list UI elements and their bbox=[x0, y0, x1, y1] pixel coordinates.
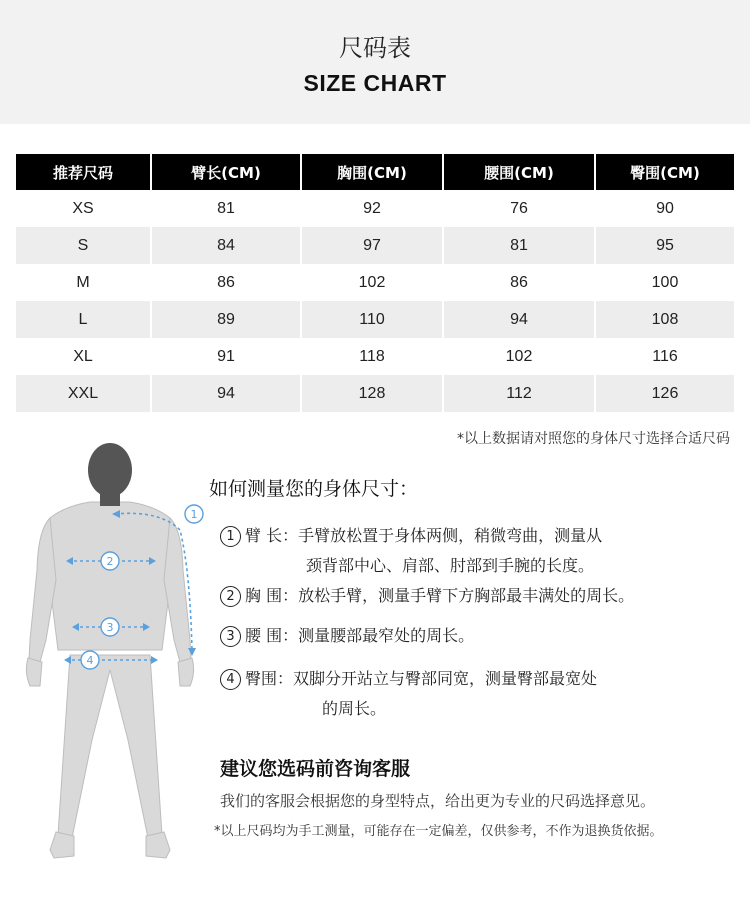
table-cell: 118 bbox=[300, 338, 442, 375]
service-title: 建议您选码前咨询客服 bbox=[220, 758, 411, 780]
step-text: 双脚分开站立与臀部同宽，测量臀部最宽处 bbox=[293, 669, 598, 688]
table-cell: 108 bbox=[594, 301, 734, 338]
step-text: 放松手臂，测量手臂下方胸部最丰满处的周长。 bbox=[298, 586, 635, 605]
step-text-continued: 的周长。 bbox=[322, 699, 387, 718]
table-row bbox=[16, 264, 734, 301]
table-cell: 110 bbox=[300, 301, 442, 338]
column-header: 臂长(CM) bbox=[150, 154, 300, 190]
table-cell: XXL bbox=[16, 375, 150, 412]
table-cell: M bbox=[76, 273, 90, 291]
table-cell: 86 bbox=[150, 264, 300, 301]
step-label: 臂 长： bbox=[245, 526, 299, 545]
step-number: 3 bbox=[220, 626, 241, 647]
table-cell: 94 bbox=[150, 375, 300, 412]
table-cell: 91 bbox=[150, 338, 300, 375]
step-label: 胸 围： bbox=[245, 586, 299, 605]
table-cell: S bbox=[16, 227, 150, 264]
table-row bbox=[16, 301, 734, 338]
step-hip bbox=[220, 665, 597, 692]
step-text-continued: 颈背部中心、肩部、肘部到手腕的长度。 bbox=[306, 556, 595, 575]
disclaimer-note: *以上尺码均为手工测量，可能存在一定偏差，仅供参考，不作为退换货依据。 bbox=[214, 824, 663, 839]
table-cell: 102 bbox=[300, 264, 442, 301]
table-cell: 116 bbox=[594, 338, 734, 375]
howto-title: 如何测量您的身体尺寸： bbox=[209, 478, 419, 500]
table-row bbox=[16, 190, 734, 227]
size-note: *以上数据请对照您的身体尺寸选择合适尺码 bbox=[457, 431, 730, 447]
header-banner bbox=[0, 0, 750, 124]
table-row bbox=[16, 375, 734, 412]
table-cell: XS bbox=[72, 199, 94, 217]
step-label: 腰 围： bbox=[245, 626, 299, 645]
table-cell: XL bbox=[73, 347, 93, 365]
column-header: 推荐尺码 bbox=[16, 154, 150, 190]
table-row bbox=[16, 227, 734, 264]
table-cell: 81 bbox=[150, 190, 300, 227]
table-cell: 95 bbox=[594, 227, 734, 264]
step-number: 4 bbox=[220, 669, 241, 690]
table-cell: 81 bbox=[442, 227, 594, 264]
step-number: 1 bbox=[220, 526, 241, 547]
table-cell: 126 bbox=[594, 375, 734, 412]
table-header-row bbox=[16, 154, 734, 190]
column-header: 腰围(CM) bbox=[442, 154, 594, 190]
table-row bbox=[16, 338, 734, 375]
step-number: 2 bbox=[220, 586, 241, 607]
table-cell: 97 bbox=[300, 227, 442, 264]
table-cell: 84 bbox=[150, 227, 300, 264]
title-chinese: 尺码表 bbox=[339, 34, 411, 62]
marker-3-label: 3 bbox=[106, 621, 114, 634]
table-cell: 86 bbox=[442, 264, 594, 301]
service-description: 我们的客服会根据您的身型特点，给出更为专业的尺码选择意见。 bbox=[220, 792, 656, 810]
table-cell: 128 bbox=[300, 375, 442, 412]
table-cell: 94 bbox=[442, 301, 594, 338]
table-cell: 102 bbox=[442, 338, 594, 375]
step-label: 臀围： bbox=[245, 669, 294, 688]
marker-1-label: 1 bbox=[190, 508, 198, 521]
table-cell: 100 bbox=[594, 264, 734, 301]
body-figure-illustration bbox=[20, 440, 220, 870]
table-cell: 92 bbox=[300, 190, 442, 227]
step-text: 测量腰部最窄处的周长。 bbox=[298, 626, 475, 645]
table-cell: 90 bbox=[594, 190, 734, 227]
table-cell: 89 bbox=[150, 301, 300, 338]
step-text: 手臂放松置于身体两侧，稍微弯曲，测量从 bbox=[298, 526, 603, 545]
column-header: 臀围(CM) bbox=[594, 154, 734, 190]
size-table bbox=[16, 154, 734, 412]
title-english: SIZE CHART bbox=[303, 70, 447, 96]
marker-4-label: 4 bbox=[86, 654, 94, 667]
step-chest bbox=[220, 582, 634, 609]
marker-2-label: 2 bbox=[106, 555, 114, 568]
step-arm-length bbox=[220, 522, 602, 549]
step-waist bbox=[220, 622, 474, 649]
table-cell: 112 bbox=[442, 375, 594, 412]
head-icon bbox=[88, 443, 132, 506]
table-cell: L bbox=[16, 301, 150, 338]
table-cell: 76 bbox=[442, 190, 594, 227]
column-header: 胸围(CM) bbox=[300, 154, 442, 190]
